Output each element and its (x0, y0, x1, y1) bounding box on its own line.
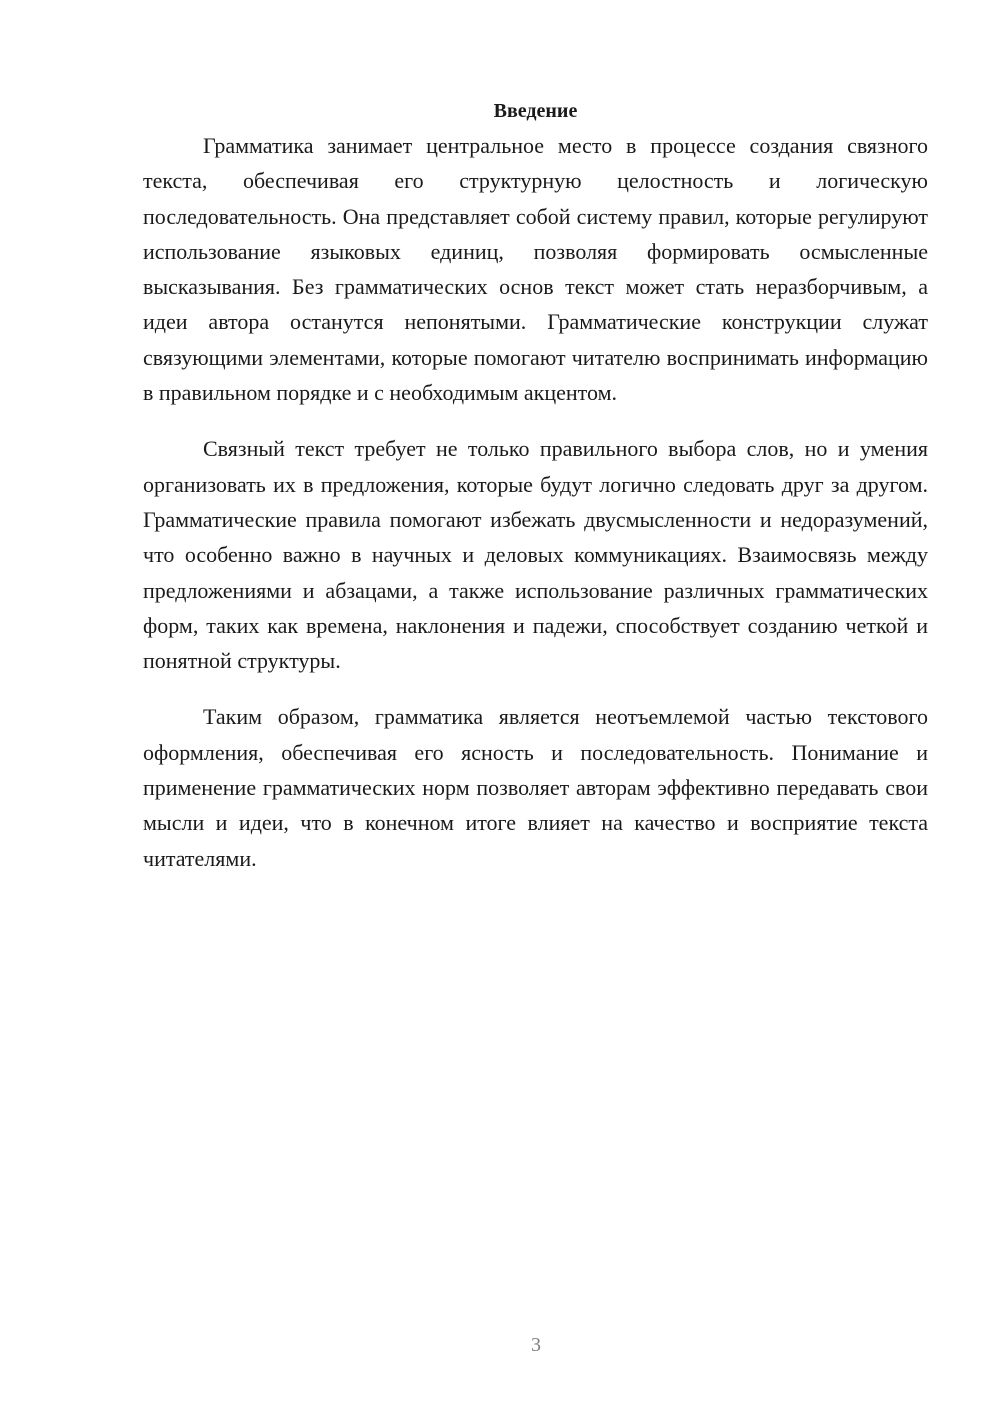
section-title: Введение (493, 100, 578, 122)
paragraph-1: Грамматика занимает центральное место в процессе создания связного текста, обеспечивая его структурную целостность и логическую последовательность. Она представляет собой систему правил, которые регулируют использование языковых единиц, позволяя формировать осмысленные высказывания. Без грамматических основ текст может стать неразборчивым, а идеи автора останутся непонятыми. Грамматические конструкции служат связующими элементами, которые помогают читателю воспринимать информацию в правильном порядке и с необходимым акцентом. (143, 133, 928, 406)
page-number: 3 (531, 1334, 541, 1356)
page-content (143, 96, 928, 897)
paragraph-2: Связный текст требует не только правильного выбора слов, но и умения организовать их в предложения, которые будут логично следовать друг за другом. Грамматические правила помогают избежать двусмысленности и недоразумений, что особенно важно в научных и деловых коммуникациях. Взаимосвязь между предложениями и абзацами, а также использование различных грамматических форм, таких как времена, наклонения и падежи, способствует созданию четкой и понятной структуры. (143, 436, 928, 674)
paragraph-3: Таким образом, грамматика является неотъемлемой частью текстового оформления, обеспечивая его ясность и последовательность. Понимание и применение грамматических норм позволяет авторам эффективно передавать свои мысли и идеи, что в конечном итоге влияет на качество и восприятие текста читателями. (143, 704, 928, 871)
